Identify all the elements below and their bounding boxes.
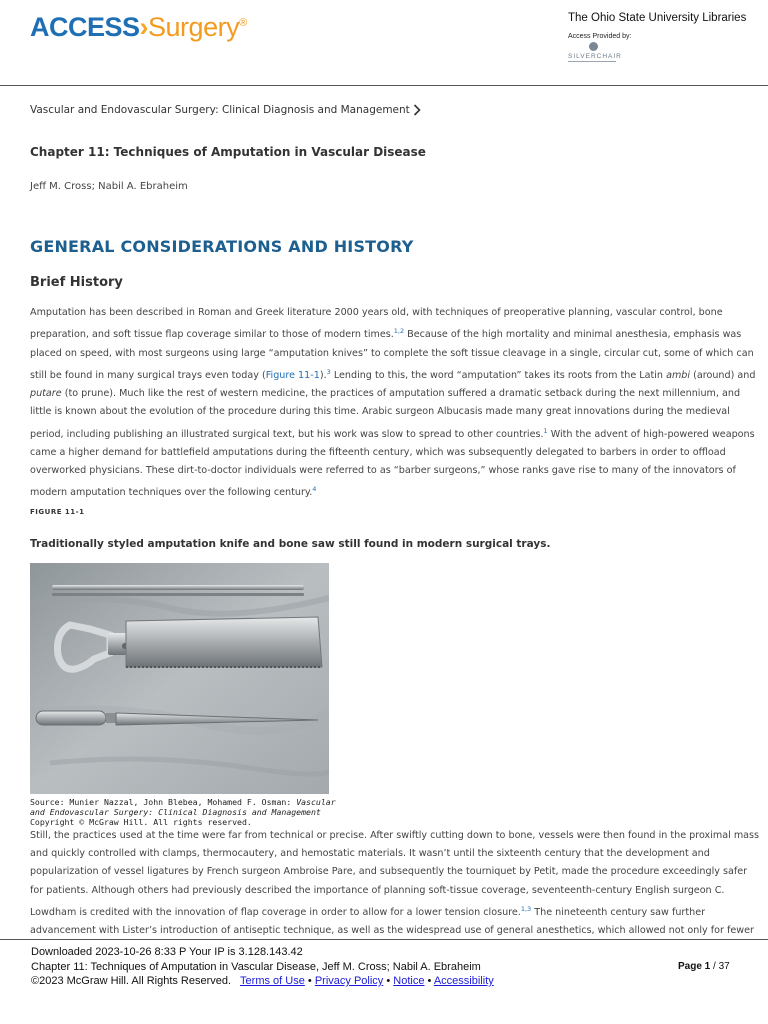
page-header	[0, 0, 768, 86]
body-paragraph	[30, 827, 760, 940]
access-provided-label: Access Provided by:	[568, 33, 632, 40]
provider-divider	[568, 61, 616, 62]
surgical-instruments-image	[30, 563, 329, 794]
page-footer	[0, 939, 768, 1024]
text-line: popularization of vessel ligatures by French surgeon Ambroise Pare, and subsequently the tourniquet by Petit, made the procedure exceedingly safer	[30, 866, 748, 878]
accessibility-link[interactable]: Accessibility	[433, 975, 494, 987]
text-line: modern amputation techniques over the following century.$^4$	[30, 485, 317, 499]
breadcrumb[interactable]	[30, 104, 421, 116]
link-separator: •	[386, 975, 391, 987]
figure-label: FIGURE 11-1	[30, 508, 85, 516]
privacy-policy-link[interactable]: Privacy Policy	[314, 975, 384, 987]
text-line: for patients. Although others had previously described the importance of planning soft-tissue coverage, seventeenth-century English surgeon C.	[30, 884, 725, 896]
text-line: Lowdham is credited with the innovation of flap coverage in order to allow for a lower tension closure.$^{1,3}$ The nineteenth century saw further	[30, 904, 706, 918]
reference-link[interactable]: 3	[326, 367, 331, 376]
logo-surgery-text: Surgery	[148, 12, 240, 42]
figure-source: Source: Munier Nazzal, John Blebea, Mohamed F. Osman: Vascular and Endovascular Surgery: Clinical Diagnosis and Management Copyright © McGraw Hill. All rights reserved.	[30, 797, 336, 827]
download-info: Downloaded 2023-10-26 8:33 P Your IP is 3.128.143.42	[31, 946, 303, 958]
text-line: little is known about the evolution of the procedure during this time. Arabic surgeon Albucasis made many great innovations during the medieval	[30, 406, 730, 418]
provider-name: SILVERCHAIR	[568, 53, 622, 60]
text-line: placed on speed, with most surgeons using large “amputation knives” to complete the soft tissue cleavage in a single, circular cut, some of which can	[30, 347, 754, 359]
link-separator: •	[307, 975, 312, 987]
reference-link[interactable]: 4	[312, 485, 317, 494]
reference-link[interactable]: 1,3	[520, 904, 532, 913]
institution-name: The Ohio State University Libraries	[568, 12, 747, 24]
text-line: still be found in many surgical trays even today (Figure 11-1).$^3$ Lending to this, the word “amputation” takes its roots from the Latin ambi (around) and	[30, 367, 756, 381]
figure-copyright: Copyright © McGraw Hill. All rights reserved.	[30, 817, 252, 827]
text-line: and quickly controlled with clamps, thermocautery, and hemostatic materials. It wasn’t until the sixteenth century that the development and	[30, 848, 710, 860]
logo-arrow-icon: ›	[139, 12, 149, 42]
section-heading: GENERAL CONSIDERATIONS AND HISTORY	[30, 237, 414, 256]
logo-registered-mark: ®	[239, 17, 247, 29]
silverchair-logo-icon	[589, 42, 598, 51]
breadcrumb-book-link[interactable]: Vascular and Endovascular Surgery: Clinical Diagnosis and Management	[30, 104, 410, 116]
reference-link[interactable]: 1,2	[393, 327, 405, 336]
text-line: period, including publishing an illustrated surgical text, but his work was slow to spread to other countries.$^1$ With the advent of high-powered weapons	[30, 426, 755, 440]
figure-caption: Traditionally styled amputation knife and bone saw still found in modern surgical trays.	[30, 538, 551, 550]
page-number: Page 1 / 37	[678, 961, 730, 972]
text-line: overworked physicians. These dirt-to-doctor individuals were referred to as “barber surgeons,” whose ranks gave rise to many of the innovators of	[30, 465, 736, 477]
chapter-title: Chapter 11: Techniques of Amputation in Vascular Disease	[30, 145, 426, 159]
text-line: Amputation has been described in Roman and Greek literature 2000 years old, with techniques of preoperative planning, vascular control, bone	[30, 307, 723, 318]
chevron-right-icon	[413, 104, 421, 116]
text-line: Still, the practices used at the time were far from technical or precise. After swiftly cutting down to bone, vessels were then found in the proximal mass	[30, 830, 760, 841]
chapter-authors: Jeff M. Cross; Nabil A. Ebraheim	[30, 181, 188, 192]
subsection-heading: Brief History	[30, 275, 123, 290]
body-paragraph	[30, 304, 756, 503]
terms-of-use-link[interactable]: Terms of Use	[240, 975, 305, 987]
text-line: came a higher demand for battlefield amputations during the fifteenth century, which was subsequently delegated to barbers in order to offload	[30, 446, 726, 458]
accesssurgery-logo[interactable]	[30, 12, 247, 43]
link-separator: •	[427, 975, 432, 987]
text-line: putare (to prune). Much like the rest of western medicine, the practices of amputation suffered a dramatic setback during the next millennium, and	[30, 388, 741, 400]
text-line: advancement with Lister’s introduction of antiseptic technique, as well as the widespread use of general anesthetics, which allowed not only for fewer	[30, 925, 754, 937]
footer-copyright: ©2023 McGraw Hill. All Rights Reserved.	[31, 975, 232, 987]
figure-link[interactable]: Figure 11-1	[265, 369, 320, 381]
reference-link[interactable]: 1	[543, 426, 548, 435]
logo-access-text: ACCESS	[30, 12, 140, 42]
citation-line: Chapter 11: Techniques of Amputation in Vascular Disease, Jeff M. Cross; Nabil A. Ebraheim	[31, 961, 481, 973]
figure-photo[interactable]	[30, 563, 329, 794]
notice-link[interactable]: Notice	[393, 975, 425, 987]
text-line: preparation, and soft tissue flap coverage similar to those of modern times.$^{1,2}$ Because of the high mortality and minimal anesthesia, emphasis was	[30, 327, 742, 341]
footer-links	[31, 975, 494, 987]
